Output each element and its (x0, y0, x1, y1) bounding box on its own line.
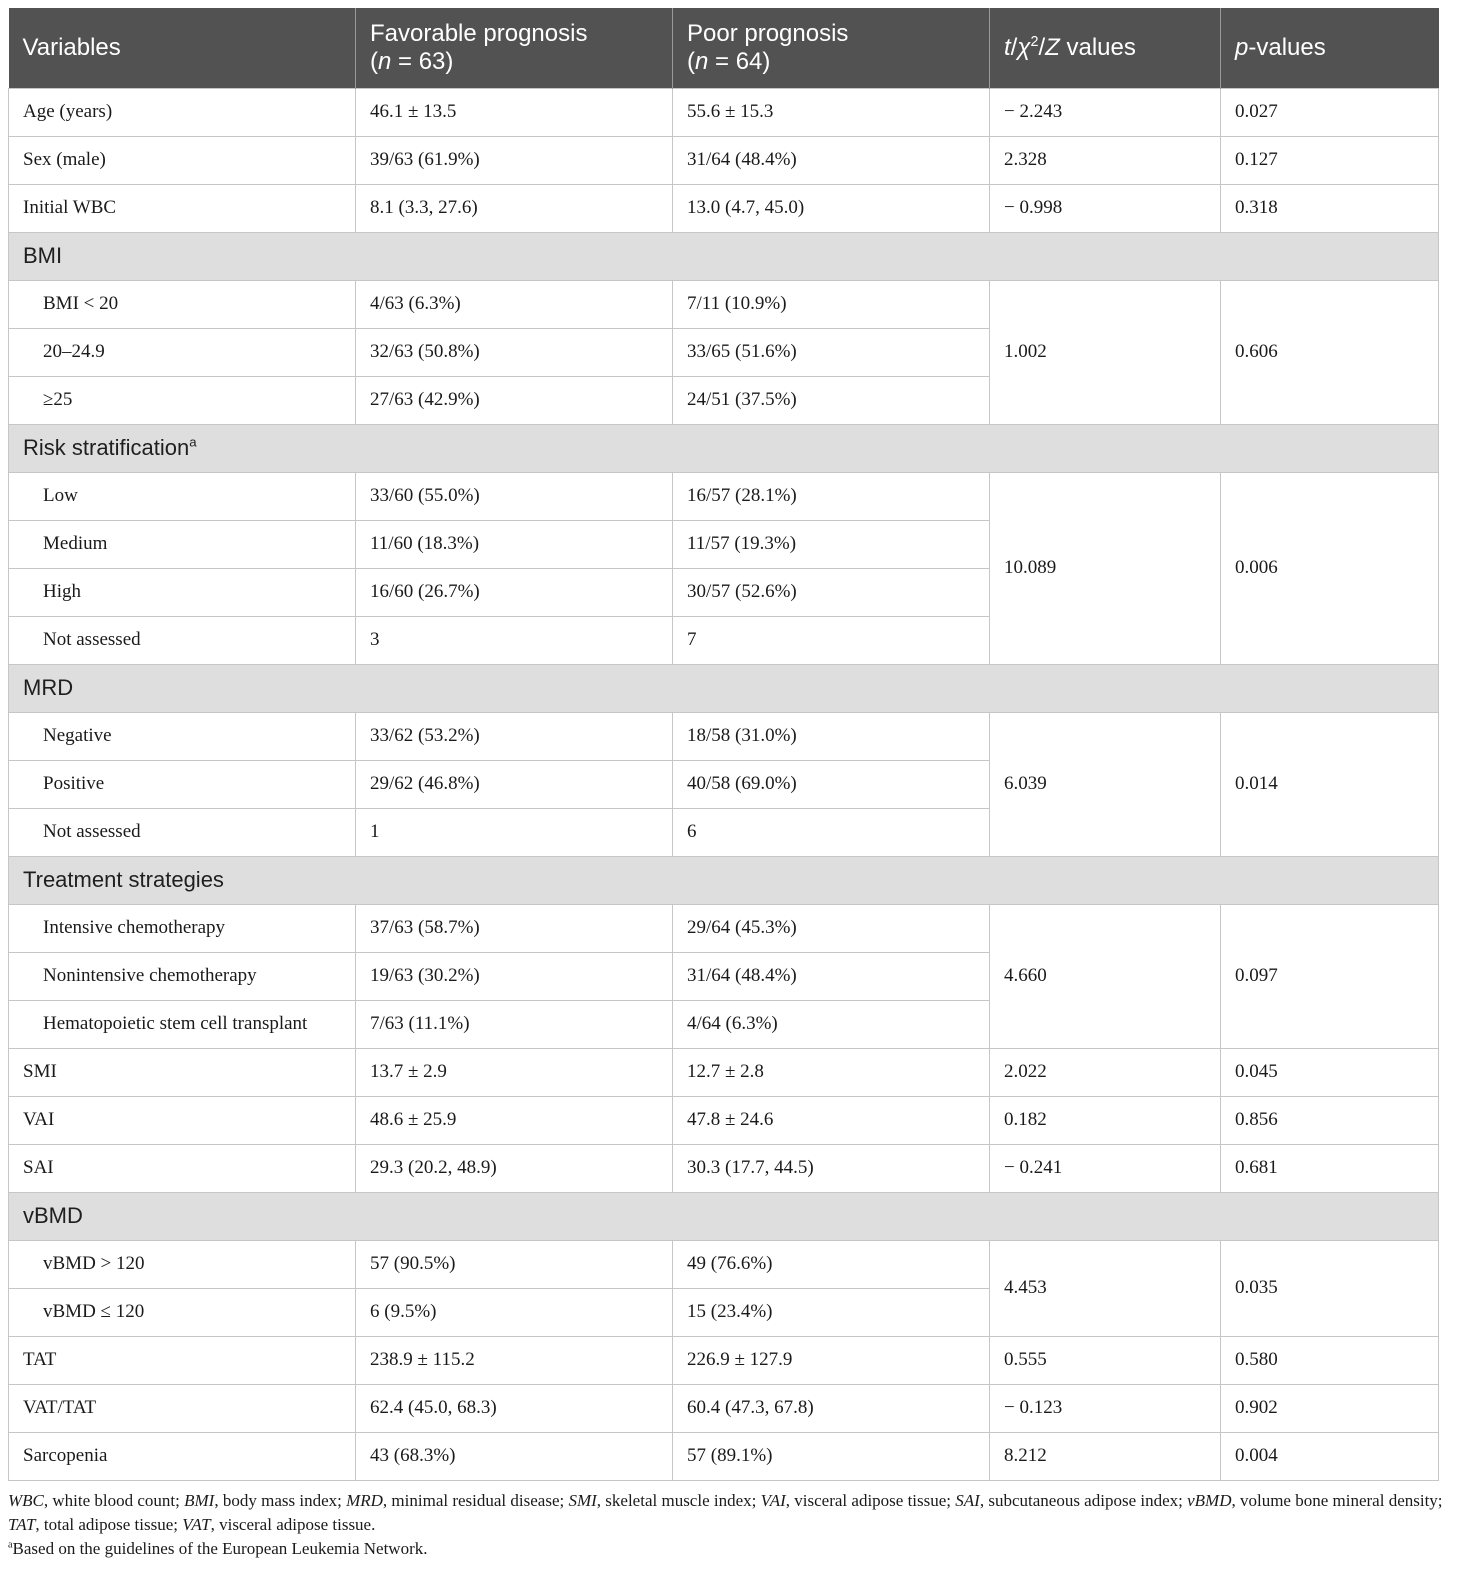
favorable-value: 48.6 ± 25.9 (356, 1096, 673, 1144)
row-label: TAT (9, 1336, 356, 1384)
poor-value: 6 (673, 808, 990, 856)
poor-value: 57 (89.1%) (673, 1432, 990, 1480)
poor-value: 11/57 (19.3%) (673, 520, 990, 568)
favorable-value: 8.1 (3.3, 27.6) (356, 184, 673, 232)
row-label: Hematopoietic stem cell transplant (9, 1000, 356, 1048)
stat-value: 2.022 (990, 1048, 1221, 1096)
favorable-value: 43 (68.3%) (356, 1432, 673, 1480)
p-value: 0.035 (1221, 1240, 1439, 1336)
row-label: Not assessed (9, 808, 356, 856)
row-label: VAI (9, 1096, 356, 1144)
table-footnotes (8, 1489, 1448, 1561)
poor-value: 30.3 (17.7, 44.5) (673, 1144, 990, 1192)
section-title: BMI (9, 232, 1439, 280)
stat-value: 2.328 (990, 136, 1221, 184)
favorable-value: 46.1 ± 13.5 (356, 88, 673, 136)
stat-value: − 0.123 (990, 1384, 1221, 1432)
favorable-value: 37/63 (58.7%) (356, 904, 673, 952)
row-label: vBMD > 120 (9, 1240, 356, 1288)
prognosis-table (8, 8, 1439, 1481)
favorable-value: 29.3 (20.2, 48.9) (356, 1144, 673, 1192)
favorable-value: 6 (9.5%) (356, 1288, 673, 1336)
stat-value: − 2.243 (990, 88, 1221, 136)
stat-value: 8.212 (990, 1432, 1221, 1480)
footnote-marker: a (189, 434, 197, 450)
row-label: Not assessed (9, 616, 356, 664)
favorable-value: 39/63 (61.9%) (356, 136, 673, 184)
p-value: 0.580 (1221, 1336, 1439, 1384)
stat-value: 0.555 (990, 1336, 1221, 1384)
table-row-sarcopenia (9, 1432, 1439, 1480)
table-row (9, 280, 1439, 328)
poor-value: 4/64 (6.3%) (673, 1000, 990, 1048)
table-figure (8, 8, 1443, 1561)
section-mrd (9, 664, 1439, 712)
favorable-value: 29/62 (46.8%) (356, 760, 673, 808)
footnote-marker: a (8, 1538, 13, 1550)
table-row (9, 472, 1439, 520)
header-row (9, 8, 1439, 88)
section-bmi (9, 232, 1439, 280)
row-label: Low (9, 472, 356, 520)
favorable-value: 57 (90.5%) (356, 1240, 673, 1288)
section-risk-stratification (9, 424, 1439, 472)
p-value: 0.097 (1221, 904, 1439, 1048)
poor-value: 7/11 (10.9%) (673, 280, 990, 328)
row-label: BMI < 20 (9, 280, 356, 328)
stat-value: 4.453 (990, 1240, 1221, 1336)
section-treatment-strategies (9, 856, 1439, 904)
table-row-tat (9, 1336, 1439, 1384)
poor-value: 29/64 (45.3%) (673, 904, 990, 952)
poor-value: 55.6 ± 15.3 (673, 88, 990, 136)
header-poor: Poor prognosis (n = 64) (673, 8, 990, 88)
favorable-value: 32/63 (50.8%) (356, 328, 673, 376)
poor-value: 16/57 (28.1%) (673, 472, 990, 520)
favorable-value: 62.4 (45.0, 68.3) (356, 1384, 673, 1432)
table-row-sai (9, 1144, 1439, 1192)
abbreviations-note: WBC, white blood count; BMI, body mass index; MRD, minimal residual disease; SMI, skeletal muscle index; VAI, visceral adipose tissue; SAI, subcutaneous adipose index; vBMD, volume bone mineral density; TAT, total adipose tissue; VAT, visceral adipose tissue. (8, 1490, 1443, 1534)
section-title: Treatment strategies (9, 856, 1439, 904)
row-label: SMI (9, 1048, 356, 1096)
favorable-value: 16/60 (26.7%) (356, 568, 673, 616)
p-value: 0.606 (1221, 280, 1439, 424)
p-value: 0.006 (1221, 472, 1439, 664)
stat-value: 6.039 (990, 712, 1221, 856)
row-label: vBMD ≤ 120 (9, 1288, 356, 1336)
poor-value: 31/64 (48.4%) (673, 952, 990, 1000)
favorable-value: 3 (356, 616, 673, 664)
poor-value: 12.7 ± 2.8 (673, 1048, 990, 1096)
favorable-value: 27/63 (42.9%) (356, 376, 673, 424)
row-label: Initial WBC (9, 184, 356, 232)
favorable-value: 11/60 (18.3%) (356, 520, 673, 568)
favorable-value: 1 (356, 808, 673, 856)
row-label: Sex (male) (9, 136, 356, 184)
row-label: VAT/TAT (9, 1384, 356, 1432)
stat-value: − 0.998 (990, 184, 1221, 232)
table-row-vat-tat (9, 1384, 1439, 1432)
p-value: 0.127 (1221, 136, 1439, 184)
row-label: Age (years) (9, 88, 356, 136)
poor-value: 30/57 (52.6%) (673, 568, 990, 616)
p-value: 0.027 (1221, 88, 1439, 136)
header-statistic: $t/\chi^2/Z$ values (990, 8, 1221, 88)
stat-value: 10.089 (990, 472, 1221, 664)
row-label: ≥25 (9, 376, 356, 424)
stat-value: 1.002 (990, 280, 1221, 424)
p-value: 0.856 (1221, 1096, 1439, 1144)
favorable-value: 13.7 ± 2.9 (356, 1048, 673, 1096)
poor-value: 18/58 (31.0%) (673, 712, 990, 760)
row-label: Positive (9, 760, 356, 808)
favorable-value: 7/63 (11.1%) (356, 1000, 673, 1048)
table-row-age (9, 88, 1439, 136)
stat-value: − 0.241 (990, 1144, 1221, 1192)
poor-value: 31/64 (48.4%) (673, 136, 990, 184)
row-label: High (9, 568, 356, 616)
section-title: Risk stratification$^a$ (9, 424, 1439, 472)
header-variables: Variables (9, 8, 356, 88)
poor-value: 60.4 (47.3, 67.8) (673, 1384, 990, 1432)
poor-value: 15 (23.4%) (673, 1288, 990, 1336)
section-vbmd (9, 1192, 1439, 1240)
row-label: Sarcopenia (9, 1432, 356, 1480)
header-favorable: Favorable prognosis (n = 63) (356, 8, 673, 88)
poor-value: 7 (673, 616, 990, 664)
table-row (9, 904, 1439, 952)
favorable-value: 33/62 (53.2%) (356, 712, 673, 760)
section-title: MRD (9, 664, 1439, 712)
row-label: Nonintensive chemotherapy (9, 952, 356, 1000)
p-value: 0.902 (1221, 1384, 1439, 1432)
header-p-values: p-values (1221, 8, 1439, 88)
stat-value: 4.660 (990, 904, 1221, 1048)
table-row-vai (9, 1096, 1439, 1144)
stat-value: 0.182 (990, 1096, 1221, 1144)
row-label: Negative (9, 712, 356, 760)
favorable-value: 238.9 ± 115.2 (356, 1336, 673, 1384)
p-value: 0.045 (1221, 1048, 1439, 1096)
guideline-note: $^a$Based on the guidelines of the European Leukemia Network. (8, 1538, 428, 1558)
p-value: 0.004 (1221, 1432, 1439, 1480)
poor-value: 33/65 (51.6%) (673, 328, 990, 376)
poor-value: 226.9 ± 127.9 (673, 1336, 990, 1384)
poor-value: 49 (76.6%) (673, 1240, 990, 1288)
table-row-smi (9, 1048, 1439, 1096)
favorable-value: 19/63 (30.2%) (356, 952, 673, 1000)
table-row-wbc (9, 184, 1439, 232)
p-value: 0.318 (1221, 184, 1439, 232)
poor-value: 47.8 ± 24.6 (673, 1096, 990, 1144)
p-value: 0.681 (1221, 1144, 1439, 1192)
favorable-value: 33/60 (55.0%) (356, 472, 673, 520)
row-label: 20–24.9 (9, 328, 356, 376)
table-row (9, 712, 1439, 760)
row-label: Intensive chemotherapy (9, 904, 356, 952)
p-value: 0.014 (1221, 712, 1439, 856)
row-label: SAI (9, 1144, 356, 1192)
table-row (9, 1240, 1439, 1288)
poor-value: 13.0 (4.7, 45.0) (673, 184, 990, 232)
table-row-sex (9, 136, 1439, 184)
section-title: vBMD (9, 1192, 1439, 1240)
poor-value: 40/58 (69.0%) (673, 760, 990, 808)
favorable-value: 4/63 (6.3%) (356, 280, 673, 328)
row-label: Medium (9, 520, 356, 568)
poor-value: 24/51 (37.5%) (673, 376, 990, 424)
